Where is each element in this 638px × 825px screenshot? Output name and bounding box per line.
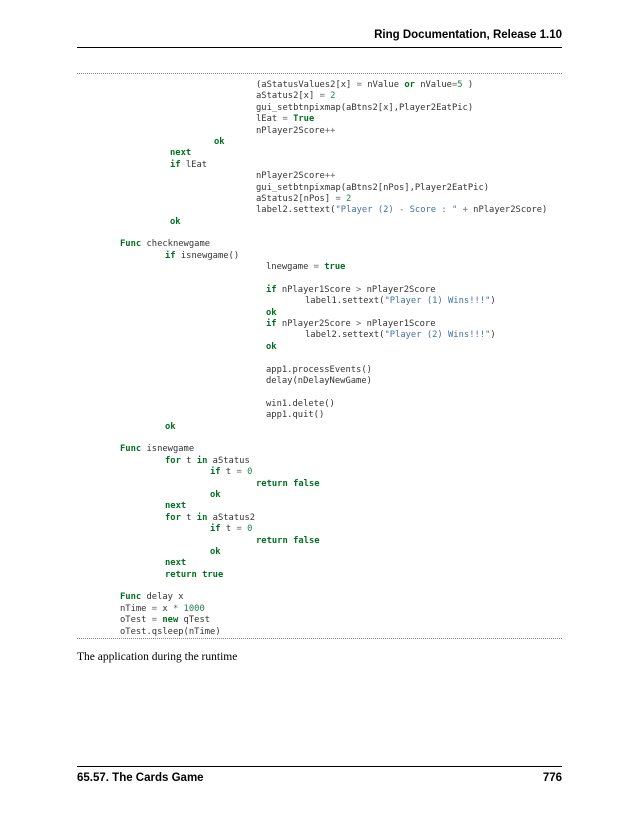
code-token: Func [120,444,142,454]
code-token: next [165,501,187,511]
code-line [210,524,252,535]
code-line [256,479,320,490]
code-token: return [256,479,288,489]
code-token: nPlayer2Score [256,171,325,181]
code-token: ) [490,296,496,306]
code-line [266,365,372,376]
code-token: t [220,524,237,534]
code-token: checknewgame [141,239,211,249]
code-token: label2.settext( [256,205,336,215]
code-line [120,239,210,250]
code-token: delay x [141,592,184,602]
code-token: if [165,251,176,261]
running-header: Ring Documentation, Release 1.10 [374,29,562,41]
code-line [266,376,372,387]
code-token: (aStatusValues2[x] [256,80,357,90]
code-token: ) [462,80,474,90]
code-token: x [157,604,173,614]
code-token: lnewgame [266,262,314,272]
code-token: = [151,615,158,625]
code-line [256,103,473,114]
code-line [170,217,181,228]
code-token: false [293,479,320,489]
code-token: > [356,285,362,295]
code-token: = [151,604,158,614]
code-token: = [451,80,458,90]
code-token: ++ [324,126,336,136]
code-token: oTest [120,615,152,625]
code-token: lEat [256,114,283,124]
code-token: t [180,456,197,466]
code-token: next [170,148,192,158]
code-line [165,570,223,581]
code-token: nPlayer2Score [276,319,357,329]
code-line [120,627,221,638]
code-line [305,296,496,307]
code-token: label2.settext( [305,330,385,340]
code-token: gui_setbtnpixmap(aBtns2[x],Player2EatPic) [256,103,474,113]
code-token: nValue [414,80,452,90]
page-number: 776 [542,772,562,784]
code-token: aStatus2 [207,513,256,523]
code-token: if [170,160,181,170]
code-line [256,126,335,137]
code-token: + [462,205,468,215]
code-token: nPlayer1Score [361,319,436,329]
code-token: = [356,80,362,90]
code-token: return [256,536,288,546]
code-token: 0 [247,467,253,477]
code-token: ok [170,217,181,227]
code-line [266,319,436,330]
code-line [170,160,207,171]
code-token: ok [266,342,277,352]
code-token: nValue [361,80,405,90]
code-line [266,410,324,421]
code-token: nPlayer1Score [276,285,357,295]
code-token: or [404,80,415,90]
code-token: = [236,524,242,534]
code-token: for [165,456,181,466]
code-token: in [196,456,208,466]
code-token: Func [120,239,142,249]
code-token: True [293,114,315,124]
code-token: ok [210,490,221,500]
code-line [266,285,436,296]
code-token: for [165,513,181,523]
code-token: lEat [180,160,208,170]
code-line [256,114,314,125]
code-token: t [220,467,237,477]
code-line [120,592,184,603]
code-token: ) [490,330,496,340]
code-token: win1.delete() [266,399,335,409]
code-line [210,547,221,558]
code-token: in [196,513,208,523]
code-token: if [266,319,277,329]
code-token: ++ [324,171,336,181]
code-token: ok [210,547,221,557]
caption: The application during the runtime [77,651,238,663]
code-block [77,73,562,639]
code-line [256,183,489,194]
code-token: ok [214,137,225,147]
code-line [266,262,345,273]
code-line [214,137,225,148]
code-line [165,558,186,569]
code-token: 1000 [183,604,205,614]
code-token: if [210,467,221,477]
code-token: gui_setbtnpixmap(aBtns2[nPos],Player2EatPic) [256,183,490,193]
code-line [165,456,250,467]
code-token: if [266,285,277,295]
code-token: 0 [247,524,253,534]
code-line [256,194,351,205]
code-token: isnewgame() [175,251,240,261]
code-token: true [324,262,346,272]
code-token: label1.settext( [305,296,385,306]
code-token: = [236,467,242,477]
code-line [165,251,239,262]
code-token: delay(nDelayNewGame) [266,376,372,386]
code-line [266,308,277,319]
code-token: "Player (1) Wins!!!" [384,296,491,306]
code-line [120,604,205,615]
code-token: true [202,570,224,580]
code-token: aStatus2[nPos] [256,194,336,204]
code-token: nPlayer2Score [256,126,325,136]
code-line [120,615,210,626]
code-line [266,342,277,353]
code-line [210,490,221,501]
code-token: = [282,114,288,124]
code-token: = [313,262,319,272]
code-token: new [162,615,179,625]
code-token: ok [165,422,176,432]
code-token: "Player (2) Wins!!!" [384,330,491,340]
code-token: t [180,513,197,523]
code-line [165,513,255,524]
code-token: nTime [120,604,152,614]
code-line [305,330,496,341]
code-line [120,444,194,455]
code-token: oTest.qsleep(nTime) [120,627,221,637]
code-line [210,467,252,478]
code-token: nPlayer2Score [361,285,436,295]
code-token: = [319,91,325,101]
code-token: return [165,570,197,580]
code-token: qTest [178,615,211,625]
code-token: false [293,536,320,546]
code-token: nPlayer2Score) [467,205,548,215]
code-line [256,171,335,182]
code-token: app1.quit() [266,410,325,420]
code-token: aStatus [207,456,250,466]
code-token: aStatus2[x] [256,91,320,101]
footer-rule [77,766,562,767]
code-token: ok [266,308,277,318]
code-token: Func [120,592,142,602]
code-token: "Player (2) - Score : " [335,205,458,215]
header-rule [77,47,562,48]
code-token: isnewgame [141,444,195,454]
code-line [266,399,335,410]
code-token: 5 [457,80,463,90]
code-token: app1.processEvents() [266,365,372,375]
code-line [256,536,320,547]
code-token: * [172,604,179,614]
code-line [256,205,547,216]
code-line [165,422,176,433]
code-line [170,148,191,159]
code-token: = [335,194,341,204]
code-token: > [356,319,362,329]
code-token: if [210,524,221,534]
code-token: next [165,558,187,568]
code-line [256,91,335,102]
code-token: 2 [330,91,336,101]
code-line [256,80,473,91]
footer-section-title: 65.57. The Cards Game [77,772,204,784]
code-token: 2 [346,194,352,204]
code-line [165,501,186,512]
